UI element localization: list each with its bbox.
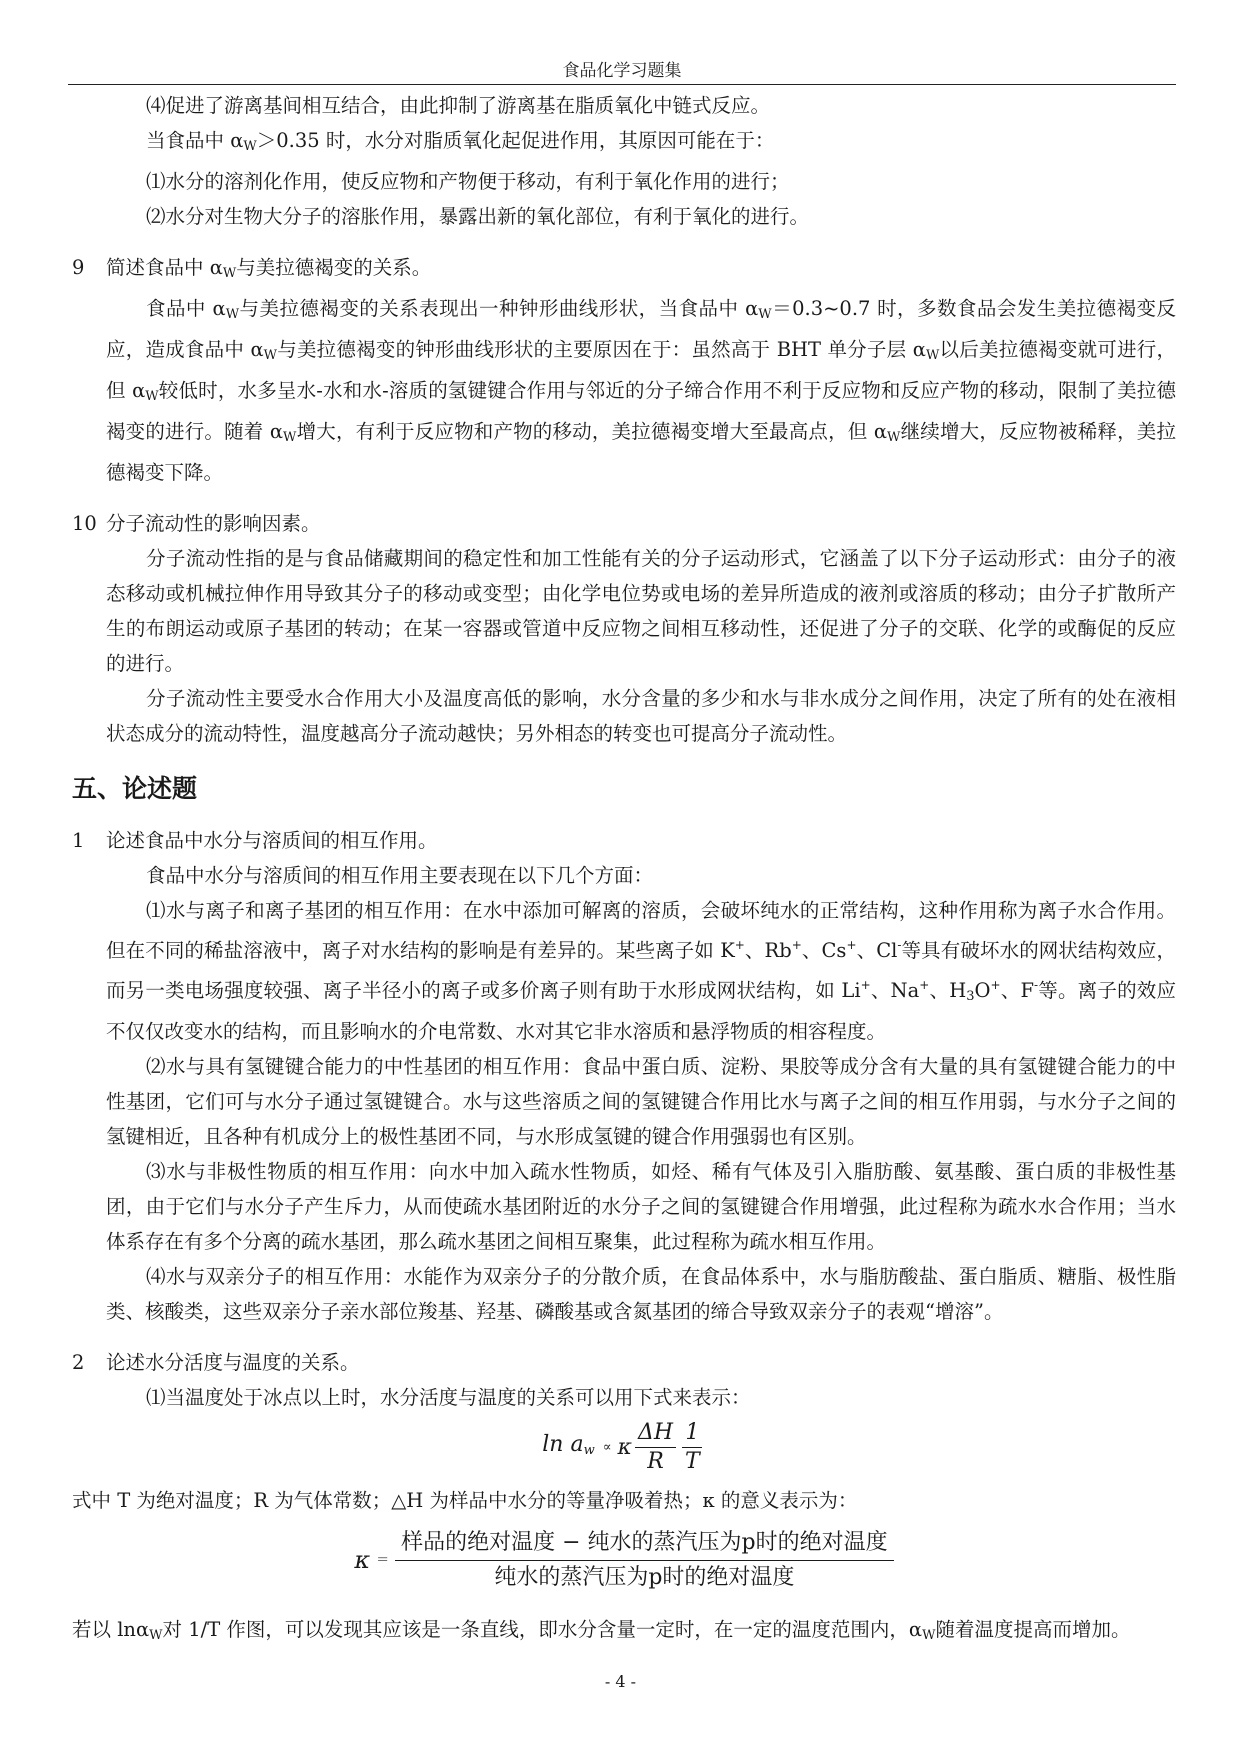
q9-answer <box>72 291 1176 490</box>
q10-answer-p1: 分子流动性指的是与食品储藏期间的稳定性和加工性能有关的分子运动形式，它涵盖了以下分子运动形式：由分子的液态移动或机械拉伸作用导致其分子的移动或变型；由化学电位势或电场的差异所造成的液剂或溶质的移动；由分子扩散所产生的布朗运动或原子基团的转动；在某一容器或管道中反应物之间相互移动性，还促进了分子的交联、化学的或酶促的反应的进行。 <box>106 547 1176 675</box>
text-run: 若以 lnα <box>72 1618 150 1641</box>
subscript: W <box>887 430 901 445</box>
denominator: 纯水的蒸汽压为p时的绝对温度 <box>494 1565 795 1590</box>
text-run: 对 1/T 作图，可以发现其应该是一条直线，即水分含量一定时，在一定的温度范围内，α <box>162 1618 923 1641</box>
subscript: w <box>583 1443 595 1458</box>
text-run: 增大，有利于反应物和产物的移动，美拉德褐变增大至最高点，但 α <box>296 420 888 443</box>
ln-aw: ln a <box>542 1432 584 1457</box>
text-run: ⑴水与离子和离子基团的相互作用：在水中添加可解离的溶质，会破坏纯水的正常结构，这种作用称为离子水合作用。但在不同的稀盐溶液中，离子对水结构的影响是有差异的。某些离子如 K <box>106 899 1176 962</box>
reason-2: ⑵水分对生物大分子的溶胀作用，暴露出新的氧化部位，有利于氧化的进行。 <box>146 205 810 228</box>
denominator: T <box>685 1449 700 1474</box>
superscript: + <box>990 978 1001 992</box>
question-number: 10 <box>72 512 97 535</box>
question-10 <box>72 506 1176 541</box>
header-rule <box>68 84 1176 85</box>
text-run: 以后美拉德褐变就可进行，但 α <box>106 338 1176 402</box>
question-9 <box>72 250 1176 291</box>
reason-1: ⑴水分的溶剂化作用，使反应物和产物便于移动，有利于氧化作用的进行； <box>146 170 790 193</box>
text-run: 随着温度提高而增加。 <box>935 1618 1131 1641</box>
subscript: W <box>922 1628 936 1643</box>
subscript: 3 <box>966 989 975 1004</box>
numerator: 样品的绝对温度 − 纯水的蒸汽压为p时的绝对温度 <box>395 1526 894 1561</box>
superscript: + <box>860 978 871 992</box>
superscript: + <box>791 938 802 952</box>
d1-point-1 <box>72 893 1176 1049</box>
text-run: 、H <box>929 979 967 1002</box>
d2-point-1: ⑴当温度处于冰点以上时，水分活度与温度的关系可以用下式来表示： <box>146 1386 751 1409</box>
text-run: 继续增大，反应物被稀释，美拉德褐变下降。 <box>106 420 1176 484</box>
question-number: 1 <box>72 829 85 852</box>
text-run: 与美拉德褐变的钟形曲线形状的主要原因在于：虽然高于 BHT 单分子层 α <box>277 338 926 361</box>
running-header: 食品化学习题集 <box>562 61 682 81</box>
subscript: W <box>225 307 240 322</box>
text-run: 较低时，水多呈水-水和水-溶质的氢键键合作用与邻近的分子缔合作用不利于反应物和反应产物的移动，限制了美拉德褐变的进行。随着 α <box>106 379 1176 443</box>
page-number: - 4 - <box>604 1672 637 1691</box>
numerator: ΔH <box>635 1419 676 1448</box>
question-title: 分子流动性的影响因素。 <box>106 512 321 535</box>
subscript: W <box>283 430 297 445</box>
denominator: R <box>647 1449 664 1474</box>
text-run: 与美拉德褐变的关系表现出一种钟形曲线形状，当食品中 α <box>239 297 759 320</box>
formula-explanation: 式中 T 为绝对温度；R 为气体常数；△H 为样品中水分的等量净吸着热；κ 的意义表示为： <box>72 1489 858 1512</box>
fraction-1-t <box>682 1419 703 1476</box>
superscript: - <box>1034 978 1039 992</box>
subscript: W <box>263 348 278 363</box>
d1-intro: 食品中水分与溶质间的相互作用主要表现在以下几个方面： <box>146 864 654 887</box>
text-run: 、Rb <box>744 939 792 962</box>
subscript: W <box>149 1628 163 1643</box>
title-text: 与美拉德褐变的关系。 <box>236 256 432 279</box>
kappa-symbol: κ <box>617 1435 632 1460</box>
formula-relation: ∝ <box>602 1440 612 1455</box>
item-4: ⑷促进了游离基间相互结合，由此抑制了游离基在脂质氧化中链式反应。 <box>146 94 771 117</box>
intro-text: ＞0.35 时，水分对脂质氧化起促进作用，其原因可能在于： <box>256 129 775 152</box>
superscript: - <box>897 938 902 952</box>
kappa-symbol: κ <box>354 1546 371 1574</box>
d1-point-4: ⑷水与双亲分子的相互作用：水能作为双亲分子的分散介质，在食品体系中，水与脂肪酸盐、蛋白脂质、糖脂、极性脂类、核酸类，这些双亲分子亲水部位羧基、羟基、磷酸基或含氮基团的缔合导致双亲分子的表观“增溶”。 <box>106 1265 1176 1323</box>
superscript: + <box>846 938 857 952</box>
text-run: 食品中 α <box>146 297 226 320</box>
fraction-dh-r <box>635 1419 676 1476</box>
subscript: W <box>222 266 237 281</box>
subscript: W <box>925 348 940 363</box>
kappa-fraction <box>395 1526 894 1595</box>
text-run: 、Cl <box>856 939 898 962</box>
subscript: W <box>243 139 257 154</box>
text-run: 、Cs <box>801 939 847 962</box>
discussion-1 <box>72 823 1176 858</box>
formula-aw-temperature <box>72 1419 1176 1481</box>
question-number: 9 <box>72 256 85 279</box>
superscript: + <box>734 938 745 952</box>
formula-lhs <box>542 1427 594 1468</box>
numerator: 1 <box>682 1419 702 1448</box>
text-run: 等具有破坏水的网状结构效应，而另一类电场强度较强、离子半径小的离子或多价离子则有助于水形成网状结构，如 Li <box>106 939 1176 1002</box>
d1-point-2: ⑵水与具有氢键键合能力的中性基团的相互作用：食品中蛋白质、淀粉、果胶等成分含有大量的具有氢键键合能力的中性基团，它们可与水分子通过氢键键合。水与这些溶质之间的氢键键合作用比水与离子之间的相互作用弱，与水分子之间的氢键相近，且各种有机成分上的极性基团不同，与水形成氢键的键合作用强弱也有区别。 <box>106 1055 1176 1148</box>
text-run: 、Na <box>870 979 920 1002</box>
question-title <box>106 250 431 291</box>
question-title: 论述食品中水分与溶质间的相互作用。 <box>106 829 438 852</box>
superscript: + <box>919 978 930 992</box>
d2-conclusion <box>72 1612 1176 1653</box>
promote-intro <box>72 123 1176 164</box>
title-text: 简述食品中 α <box>106 256 223 279</box>
text-run: 、F <box>1000 979 1034 1002</box>
question-title: 论述水分活度与温度的关系。 <box>106 1351 360 1374</box>
q10-answer-p2: 分子流动性主要受水合作用大小及温度高低的影响，水分含量的多少和水与非水成分之间作用，决定了所有的处在液相状态成分的流动特性，温度越高分子流动越快；另外相态的转变也可提高分子流动性。 <box>106 687 1176 745</box>
question-number: 2 <box>72 1351 85 1374</box>
page-content <box>72 88 1176 1653</box>
intro-text: 当食品中 α <box>146 129 244 152</box>
section-title: 五、论述题 <box>72 774 198 803</box>
subscript: W <box>145 389 159 404</box>
text-run: ＝0.3~0.7 时，多数食品会发生美拉德褐变反应，造成食品中 α <box>106 297 1177 361</box>
formula-relation: ＝ <box>376 1553 390 1568</box>
text-run: O <box>974 979 991 1002</box>
subscript: W <box>758 307 772 322</box>
discussion-2 <box>72 1345 1176 1380</box>
formula-kappa <box>72 1526 1176 1606</box>
d1-point-3: ⑶水与非极性物质的相互作用：向水中加入疏水性物质，如烃、稀有气体及引入脂肪酸、氨基酸、蛋白质的非极性基团，由于它们与水分子产生斥力，从而使疏水基团附近的水分子之间的氢键键合作用增强，此过程称为疏水水合作用；当水体系存在有多个分离的疏水基团，那么疏水基团之间相互聚集，此过程称为疏水相互作用。 <box>106 1160 1176 1253</box>
text-run: 等。离子的效应不仅仅改变水的结构，而且影响水的介电常数、水对其它非水溶质和悬浮物质的相容程度。 <box>106 979 1176 1043</box>
